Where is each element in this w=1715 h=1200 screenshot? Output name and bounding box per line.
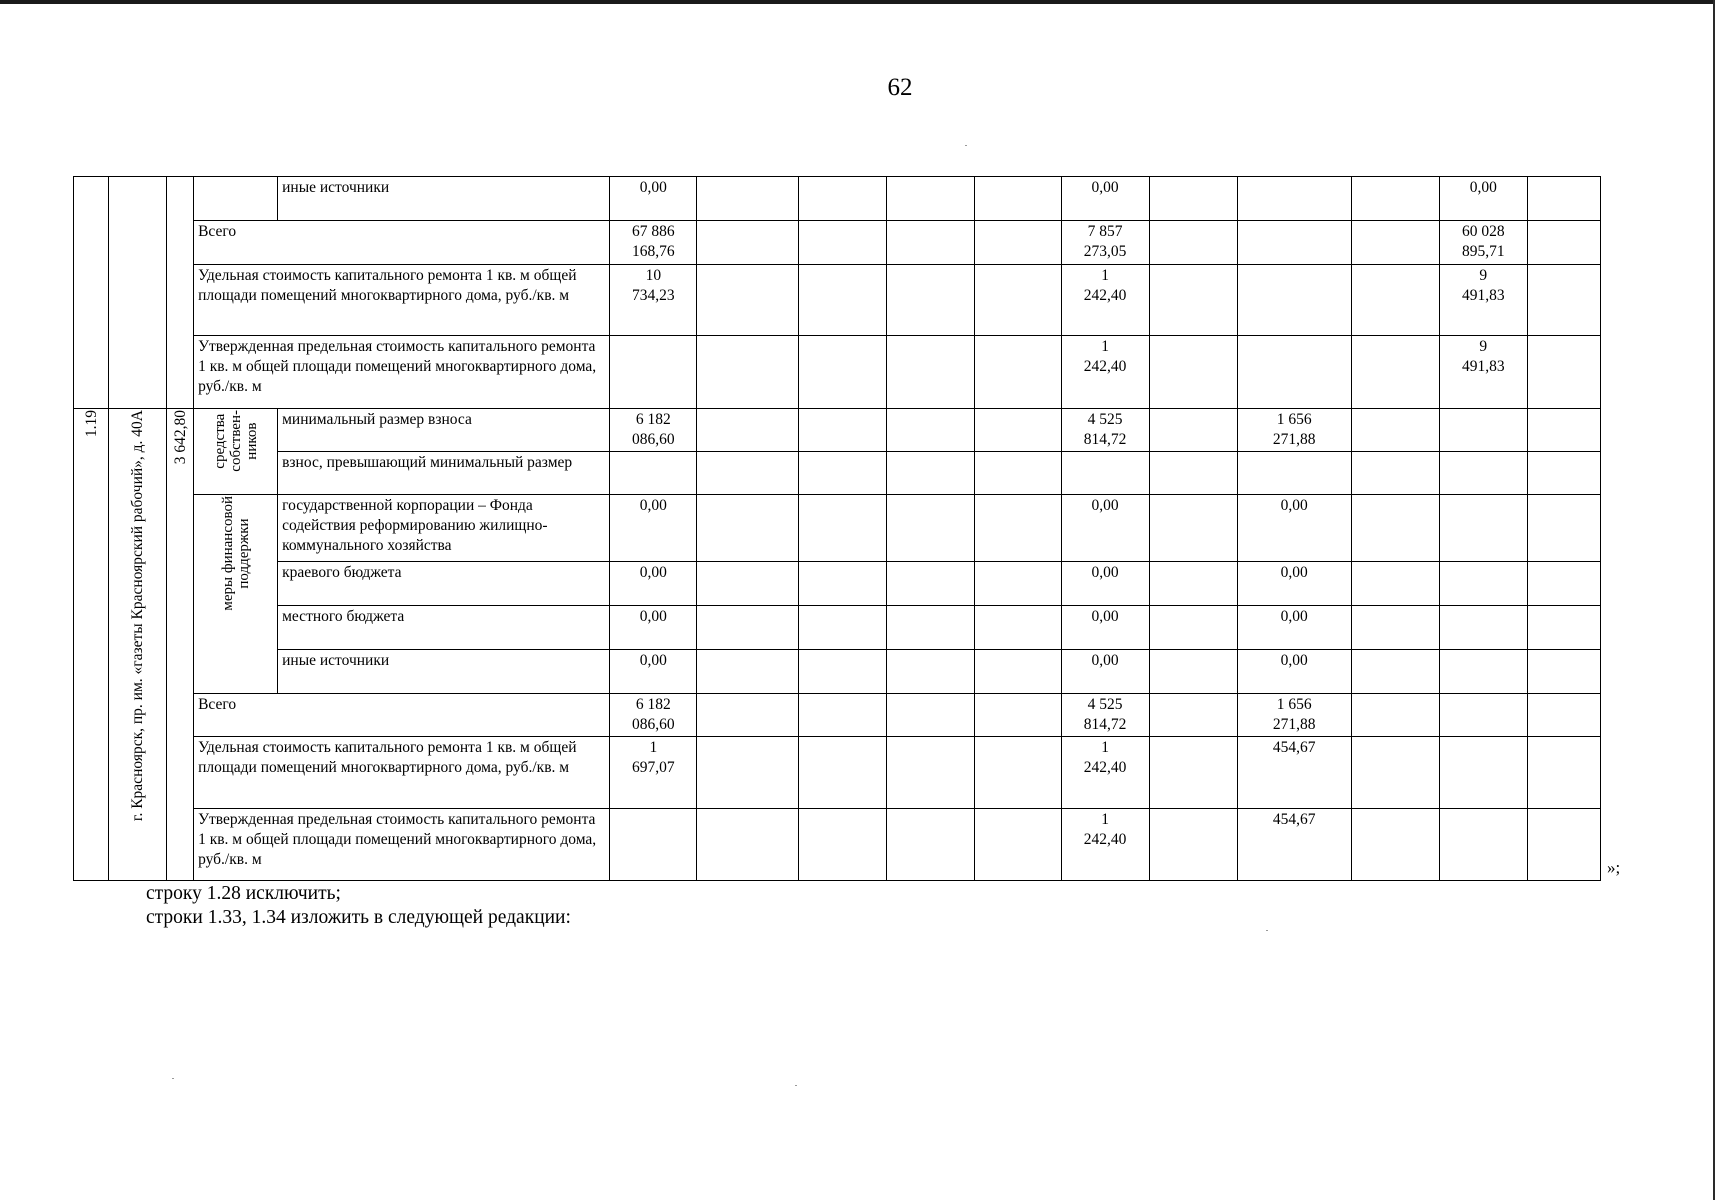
empty-cell: [799, 809, 887, 881]
empty-cell: [974, 606, 1061, 650]
empty-cell: [1351, 336, 1439, 409]
empty-cell: [1149, 221, 1237, 265]
empty-cell: [1439, 650, 1527, 694]
row-label: Всего: [194, 694, 610, 737]
empty-cell: [1527, 452, 1600, 495]
scan-speck: [172, 1078, 174, 1079]
empty-cell: [974, 452, 1061, 495]
owners-funds-group: [194, 409, 278, 495]
empty-cell: [1527, 737, 1600, 809]
empty-cell: [1351, 495, 1439, 562]
empty-cell: [974, 177, 1061, 221]
empty-cell: [697, 495, 799, 562]
empty-cell: [1237, 336, 1351, 409]
value-cell: 4 525 814,72: [1061, 409, 1149, 452]
empty-cell: [1149, 809, 1237, 881]
value-cell: 0,00: [610, 606, 697, 650]
empty-cell: [1439, 606, 1527, 650]
value-cell: 60 028 895,71: [1439, 221, 1527, 265]
table-row: [74, 606, 1601, 650]
empty-cell: [1149, 265, 1237, 336]
table-row: [74, 221, 1601, 265]
empty-cell: [1149, 606, 1237, 650]
empty-cell: [74, 177, 109, 409]
table-row: [74, 409, 1601, 452]
empty-cell: [697, 650, 799, 694]
empty-cell: [799, 737, 887, 809]
empty-cell: [887, 265, 974, 336]
empty-cell: [697, 694, 799, 737]
empty-cell: [1439, 809, 1527, 881]
value-cell: 0,00: [1061, 495, 1149, 562]
empty-cell: [109, 177, 167, 409]
value-cell: [1061, 452, 1149, 495]
empty-cell: [697, 562, 799, 606]
empty-cell: [1149, 562, 1237, 606]
empty-cell: [1237, 221, 1351, 265]
empty-cell: [1351, 562, 1439, 606]
empty-cell: [1149, 177, 1237, 221]
empty-cell: [974, 265, 1061, 336]
empty-cell: [887, 737, 974, 809]
empty-cell: [1527, 562, 1600, 606]
owners-funds-label: средства собствен- ников: [211, 410, 260, 472]
empty-cell: [167, 177, 194, 409]
scan-speck: [795, 1085, 797, 1086]
house-area-cell: [167, 409, 194, 881]
empty-cell: [887, 452, 974, 495]
table-row: [74, 177, 1601, 221]
empty-cell: [1149, 650, 1237, 694]
empty-cell: [974, 562, 1061, 606]
value-cell: 1 242,40: [1061, 737, 1149, 809]
table-row: [74, 265, 1601, 336]
row-label: Утвержденная предельная стоимость капитального ремонта 1 кв. м общей площади помещений многоквартирного дома, руб./кв. м: [194, 336, 610, 409]
house-address-cell: [109, 409, 167, 881]
empty-cell: [697, 177, 799, 221]
value-cell: 7 857 273,05: [1061, 221, 1149, 265]
page-number: 62: [887, 74, 913, 101]
empty-cell: [974, 737, 1061, 809]
row-label: Удельная стоимость капитального ремонта 1 кв. м общей площади помещений многоквартирного дома, руб./кв. м: [194, 737, 610, 809]
financial-support-label: меры финансовой поддержки: [219, 496, 252, 611]
value-cell: 10 734,23: [610, 265, 697, 336]
empty-cell: [1439, 409, 1527, 452]
empty-cell: [697, 409, 799, 452]
empty-cell: [887, 694, 974, 737]
table-row: [74, 737, 1601, 809]
value-cell: 0,00: [610, 495, 697, 562]
empty-cell: [1439, 694, 1527, 737]
empty-cell: [887, 177, 974, 221]
empty-cell: [887, 221, 974, 265]
value-cell: 1 656 271,88: [1237, 694, 1351, 737]
table-row: [74, 650, 1601, 694]
empty-cell: [1527, 606, 1600, 650]
value-cell: 0,00: [1237, 495, 1351, 562]
empty-cell: [1527, 809, 1600, 881]
empty-cell: [194, 177, 278, 221]
capital-repair-table: [73, 176, 1601, 881]
value-cell: 0,00: [1237, 650, 1351, 694]
empty-cell: [1351, 606, 1439, 650]
empty-cell: [799, 650, 887, 694]
empty-cell: [887, 562, 974, 606]
empty-cell: [1351, 737, 1439, 809]
row-label: иные источники: [278, 650, 610, 694]
value-cell: 0,00: [1061, 562, 1149, 606]
empty-cell: [799, 409, 887, 452]
value-cell: 0,00: [1061, 650, 1149, 694]
empty-cell: [887, 650, 974, 694]
value-cell: 0,00: [1439, 177, 1527, 221]
empty-cell: [697, 737, 799, 809]
value-cell: 4 525 814,72: [1061, 694, 1149, 737]
empty-cell: [1527, 265, 1600, 336]
value-cell: 9 491,83: [1439, 336, 1527, 409]
scan-speck: [1266, 930, 1268, 931]
empty-cell: [887, 495, 974, 562]
value-cell: [610, 452, 697, 495]
empty-cell: [799, 452, 887, 495]
table-row: [74, 809, 1601, 881]
value-cell: 0,00: [1237, 606, 1351, 650]
empty-cell: [974, 650, 1061, 694]
empty-cell: [1149, 336, 1237, 409]
empty-cell: [974, 409, 1061, 452]
value-cell: 9 491,83: [1439, 265, 1527, 336]
value-cell: 0,00: [610, 177, 697, 221]
empty-cell: [1351, 177, 1439, 221]
row-label: государственной корпорации – Фонда содействия реформированию жилищно-коммунального хозяйства: [278, 495, 610, 562]
empty-cell: [1351, 452, 1439, 495]
empty-cell: [799, 606, 887, 650]
empty-cell: [974, 694, 1061, 737]
value-cell: 454,67: [1237, 809, 1351, 881]
empty-cell: [1527, 650, 1600, 694]
row-label: местного бюджета: [278, 606, 610, 650]
instruction-line: строки 1.33, 1.34 изложить в следующей редакции:: [146, 907, 571, 928]
empty-cell: [1527, 177, 1600, 221]
financial-support-group: [194, 495, 278, 694]
empty-cell: [974, 809, 1061, 881]
empty-cell: [799, 694, 887, 737]
table-row: [74, 694, 1601, 737]
empty-cell: [799, 177, 887, 221]
empty-cell: [1439, 495, 1527, 562]
empty-cell: [1439, 737, 1527, 809]
value-cell: 1 242,40: [1061, 265, 1149, 336]
empty-cell: [887, 606, 974, 650]
empty-cell: [974, 495, 1061, 562]
empty-cell: [974, 336, 1061, 409]
table-row: [74, 562, 1601, 606]
value-cell: [610, 336, 697, 409]
value-cell: 0,00: [1061, 606, 1149, 650]
instruction-line: строку 1.28 исключить;: [146, 883, 341, 904]
empty-cell: [697, 606, 799, 650]
empty-cell: [799, 562, 887, 606]
value-cell: 0,00: [610, 562, 697, 606]
table-row: [74, 495, 1601, 562]
empty-cell: [887, 336, 974, 409]
house-number-cell: [74, 409, 109, 881]
table-row: [74, 452, 1601, 495]
empty-cell: [697, 809, 799, 881]
scan-speck: [965, 145, 967, 146]
row-label: краевого бюджета: [278, 562, 610, 606]
scan-edge-top: [0, 0, 1715, 4]
empty-cell: [1237, 265, 1351, 336]
empty-cell: [1439, 452, 1527, 495]
empty-cell: [697, 221, 799, 265]
empty-cell: [799, 495, 887, 562]
empty-cell: [1149, 409, 1237, 452]
table-row: [74, 336, 1601, 409]
house-number: 1.19: [82, 410, 100, 438]
empty-cell: [697, 265, 799, 336]
value-cell: 6 182 086,60: [610, 694, 697, 737]
empty-cell: [1149, 452, 1237, 495]
empty-cell: [1527, 495, 1600, 562]
house-address: г. Красноярск, пр. им. «газеты Красноярский рабочий», д. 40А: [129, 410, 147, 822]
empty-cell: [1527, 221, 1600, 265]
row-label: Удельная стоимость капитального ремонта 1 кв. м общей площади помещений многоквартирного дома, руб./кв. м: [194, 265, 610, 336]
empty-cell: [1439, 562, 1527, 606]
value-cell: 1 656 271,88: [1237, 409, 1351, 452]
empty-cell: [974, 221, 1061, 265]
empty-cell: [697, 336, 799, 409]
empty-cell: [697, 452, 799, 495]
empty-cell: [1351, 694, 1439, 737]
empty-cell: [1237, 177, 1351, 221]
empty-cell: [1527, 694, 1600, 737]
value-cell: 1 697,07: [610, 737, 697, 809]
empty-cell: [799, 265, 887, 336]
empty-cell: [1351, 650, 1439, 694]
value-cell: 6 182 086,60: [610, 409, 697, 452]
empty-cell: [1527, 336, 1600, 409]
empty-cell: [1527, 409, 1600, 452]
house-area: 3 642,80: [171, 410, 189, 465]
empty-cell: [887, 409, 974, 452]
empty-cell: [887, 809, 974, 881]
empty-cell: [1351, 221, 1439, 265]
empty-cell: [1149, 737, 1237, 809]
value-cell: 454,67: [1237, 737, 1351, 809]
closing-quote-mark: »;: [1607, 858, 1621, 877]
value-cell: 0,00: [610, 650, 697, 694]
empty-cell: [1351, 409, 1439, 452]
row-label: Утвержденная предельная стоимость капитального ремонта 1 кв. м общей площади помещений многоквартирного дома, руб./кв. м: [194, 809, 610, 881]
empty-cell: [1149, 495, 1237, 562]
value-cell: 1 242,40: [1061, 336, 1149, 409]
empty-cell: [799, 336, 887, 409]
row-label: иные источники: [278, 177, 610, 221]
row-label: взнос, превышающий минимальный размер: [278, 452, 610, 495]
empty-cell: [1351, 265, 1439, 336]
row-label: минимальный размер взноса: [278, 409, 610, 452]
value-cell: 0,00: [1061, 177, 1149, 221]
value-cell: [1237, 452, 1351, 495]
value-cell: 1 242,40: [1061, 809, 1149, 881]
value-cell: 67 886 168,76: [610, 221, 697, 265]
empty-cell: [1351, 809, 1439, 881]
value-cell: 0,00: [1237, 562, 1351, 606]
empty-cell: [799, 221, 887, 265]
empty-cell: [1149, 694, 1237, 737]
value-cell: [610, 809, 697, 881]
row-label: Всего: [194, 221, 610, 265]
